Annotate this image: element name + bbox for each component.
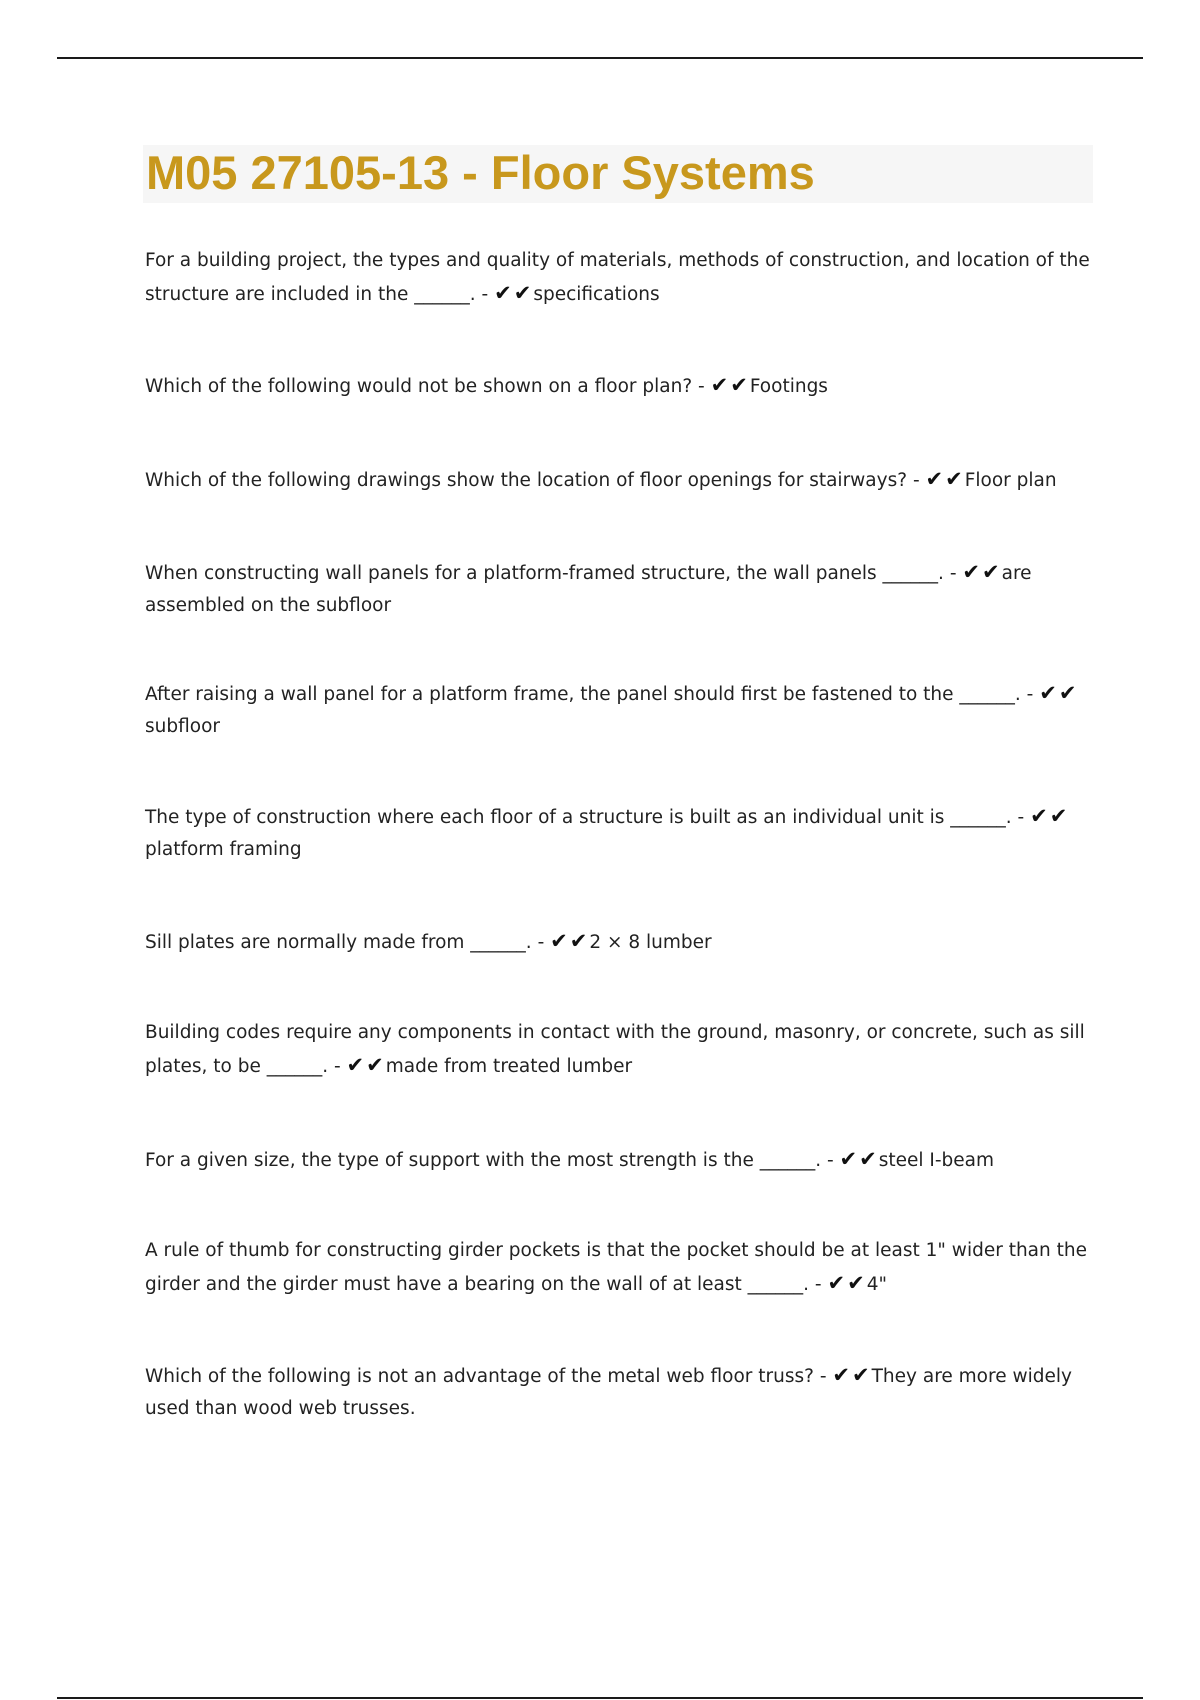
qa-item-8 <box>145 1017 1090 1083</box>
qa-item-6 <box>145 800 1090 866</box>
qa-item-10 <box>145 1235 1090 1301</box>
question-text: Which of the following is not an advantage of the metal web floor truss? <box>145 1366 814 1387</box>
double-check-icon: ✔✔ <box>827 1271 865 1295</box>
separator: - <box>813 1366 833 1387</box>
double-check-icon: ✔✔ <box>494 281 532 305</box>
answer-text: Floor plan <box>964 470 1057 491</box>
top-rule <box>57 57 1143 59</box>
qa-item-3 <box>145 463 1090 497</box>
qa-item-2 <box>145 369 1090 403</box>
question-text: Which of the following would not be shown on a floor plan? <box>145 376 693 397</box>
question-text: Which of the following drawings show the location of floor openings for stairways? <box>145 470 908 491</box>
separator: - <box>1011 807 1031 828</box>
separator: - <box>821 1150 840 1171</box>
separator: - <box>809 1274 828 1295</box>
question-text: For a given size, the type of support with the most strength is the ______. <box>145 1150 822 1171</box>
question-text: Sill plates are normally made from ______. <box>145 932 532 953</box>
answer-text: specifications <box>533 284 660 305</box>
double-check-icon: ✔✔ <box>839 1147 877 1171</box>
qa-item-11 <box>145 1359 1090 1425</box>
bottom-rule <box>57 1697 1143 1699</box>
question-text: For a building project, the types and quality of materials, methods of construction, and location of the structure are included in the ______. <box>145 250 1090 305</box>
answer-text: They are more widely used than wood web trusses. <box>145 1366 1072 1419</box>
question-text: After raising a wall panel for a platform frame, the panel should first be fastened to the ______. <box>145 684 1021 705</box>
double-check-icon: ✔✔ <box>550 929 588 953</box>
question-text: The type of construction where each floor of a structure is built as an individual unit is ______. <box>145 807 1012 828</box>
answer-text: subfloor <box>145 716 221 737</box>
separator: - <box>1020 684 1040 705</box>
qa-item-5 <box>145 677 1090 743</box>
answer-text: are assembled on the subfloor <box>145 563 1032 616</box>
double-check-icon: ✔✔ <box>832 1363 870 1387</box>
answer-text: platform framing <box>145 839 302 860</box>
qa-item-7 <box>145 925 1090 959</box>
answer-text: steel I-beam <box>878 1150 995 1171</box>
answer-text: 4" <box>866 1274 887 1295</box>
answer-text: Footings <box>749 376 828 397</box>
question-text: When constructing wall panels for a platform-framed structure, the wall panels ______. <box>145 563 944 584</box>
qa-item-1 <box>145 245 1090 311</box>
separator: - <box>328 1056 347 1077</box>
separator: - <box>907 470 926 491</box>
double-check-icon: ✔✔ <box>710 373 748 397</box>
qa-item-4 <box>145 556 1090 622</box>
answer-text: made from treated lumber <box>385 1056 633 1077</box>
double-check-icon: ✔✔ <box>1030 804 1068 828</box>
page-title: M05 27105-13 - Floor Systems <box>146 146 815 199</box>
answer-text: 2 × 8 lumber <box>589 932 712 953</box>
question-text: Building codes require any components in contact with the ground, masonry, or concrete, such as sill plates, to be ______. <box>145 1022 1085 1077</box>
separator: - <box>475 284 495 305</box>
double-check-icon: ✔✔ <box>346 1053 384 1077</box>
separator: - <box>943 563 963 584</box>
separator: - <box>692 376 711 397</box>
double-check-icon: ✔✔ <box>925 467 963 491</box>
qa-item-9 <box>145 1143 1090 1177</box>
separator: - <box>531 932 551 953</box>
double-check-icon: ✔✔ <box>962 560 1000 584</box>
question-text: A rule of thumb for constructing girder pockets is that the pocket should be at least 1" wider than the girder and the girder must have a bearing on the wall of at least ______. <box>145 1240 1087 1295</box>
double-check-icon: ✔✔ <box>1039 681 1077 705</box>
